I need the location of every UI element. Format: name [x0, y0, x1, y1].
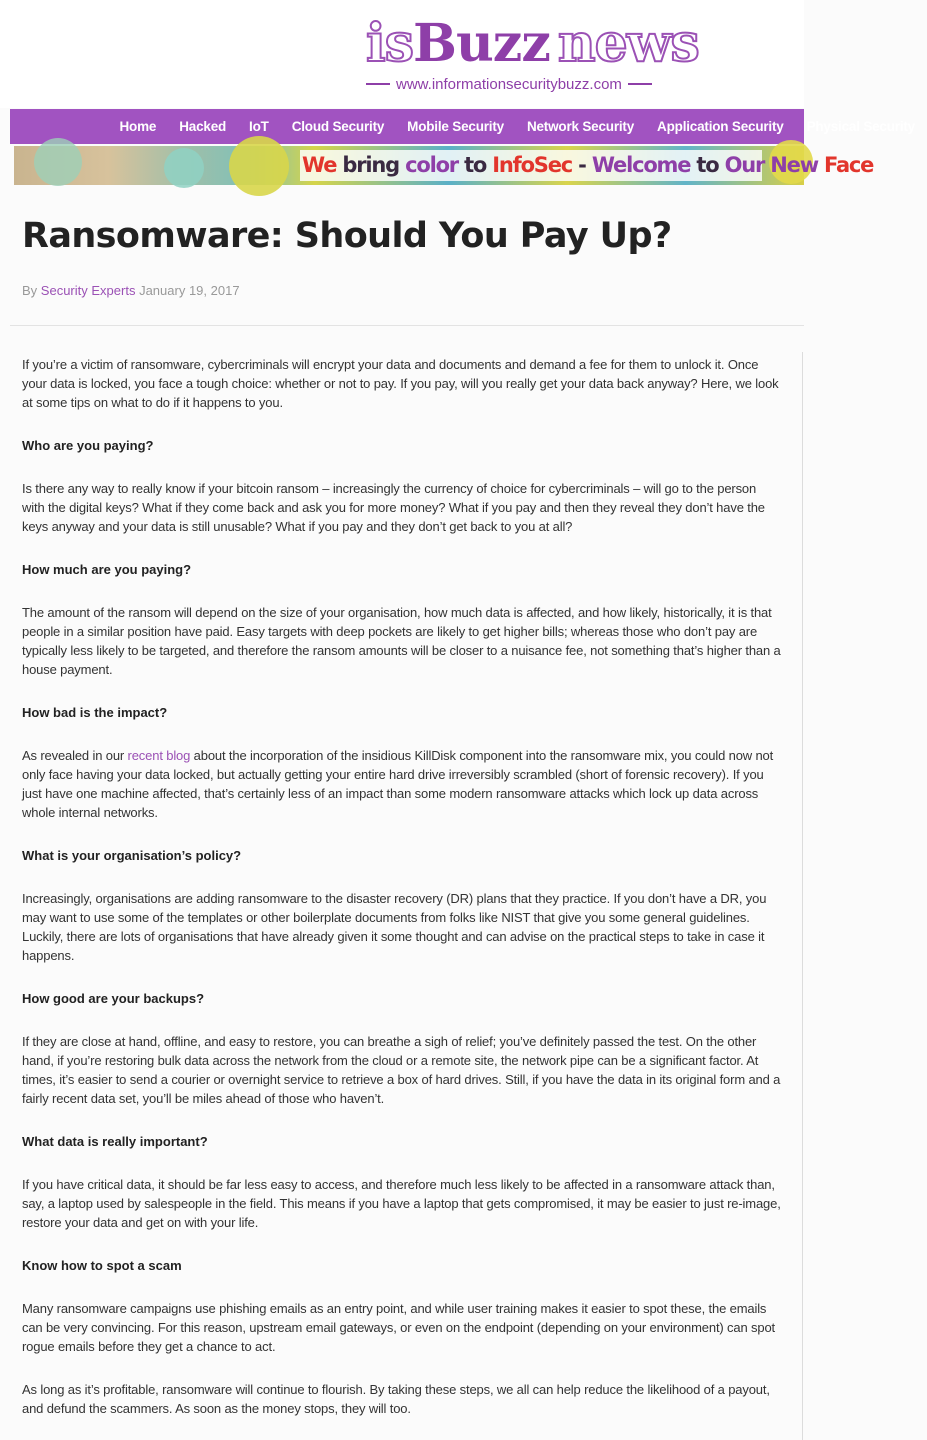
nav-item-application-security[interactable]: Application Security: [657, 119, 784, 134]
article-title: Ransomware: Should You Pay Up?: [22, 216, 672, 256]
banner-word: to: [696, 153, 719, 177]
title-divider: [10, 325, 804, 326]
banner-slogan: [300, 150, 874, 181]
byline: [22, 283, 240, 298]
banner-word: bring: [342, 153, 399, 177]
button-decoration: [34, 138, 82, 186]
banner-word: -: [578, 153, 586, 177]
paragraph: Increasingly, organisations are adding ransomware to the disaster recovery (DR) plans that they practice. If you don’t have a DR, you may want to use some of the templates or other boilerplate documents from folks like NIST that give you some general guidelines. Luckily, there are lots of organisations that have already given it some thought and can advise on the practical steps to take in case it happens.: [22, 891, 767, 963]
nav-item-iot[interactable]: IoT: [249, 119, 269, 134]
logo-line-left: [366, 83, 390, 85]
banner-word: InfoSec: [492, 153, 573, 177]
article-body: [22, 355, 782, 1418]
section-heading: How bad is the impact?: [22, 705, 168, 720]
site-logo[interactable]: [366, 13, 699, 96]
main-nav: [10, 109, 915, 144]
banner-word: Welcome: [591, 153, 691, 177]
banner-word: color: [405, 153, 458, 177]
logo-url: www.informationsecuritybuzz.com: [396, 75, 622, 93]
content-border: [802, 352, 803, 1440]
paragraph-text: As revealed in our: [22, 748, 128, 763]
banner-word: Face: [824, 153, 874, 177]
logo-buzz: Buzz: [413, 13, 550, 74]
site-header: [0, 0, 804, 108]
logo-is: is: [366, 13, 414, 74]
banner-word: We: [302, 153, 337, 177]
logo-news: news: [557, 13, 699, 74]
section-heading: What data is really important?: [22, 1134, 208, 1149]
nav-item-hacked[interactable]: Hacked: [179, 119, 227, 134]
nav-item-home[interactable]: Home: [119, 119, 157, 134]
paragraph: If they are close at hand, offline, and easy to restore, you can breathe a sigh of relief; you’ve definitely passed the test. On the other hand, if you’re restoring bulk data across the network from the cloud or a remote site, the network pipe can be a significant factor. At times, it’s easier to send a courier or overnight service to retrieve a box of hard drives. Still, if you have the data in its original form and a fairly recent data set, you’ll be miles ahead of those who haven’t.: [22, 1034, 781, 1106]
section-heading: What is your organisation’s policy?: [22, 848, 242, 863]
banner-word: Our New: [724, 153, 818, 177]
paragraph: If you’re a victim of ransomware, cybercriminals will encrypt your data and documents and demand a fee for them to unlock it. Once your data is locked, you face a tough choice: whether or not to pay. If you pay, will you really get your data back anyway? Here, we look at some tips on what to do if it happens to you.: [22, 357, 779, 410]
logo-line-right: [628, 83, 652, 85]
promo-banner[interactable]: [14, 146, 874, 185]
nav-item-mobile-security[interactable]: Mobile Security: [407, 119, 504, 134]
paragraph: Is there any way to really know if your bitcoin ransom – increasingly the currency of choice for cybercriminals – will go to the person with the digital keys? What if they come back and ask you for more money? What if you pay and then they reveal they don’t have the keys anyway and your data is still unusable? What if you pay and they don’t get back to you at all?: [22, 481, 765, 534]
button-decoration: [229, 136, 289, 196]
paragraph: As long as it’s profitable, ransomware will continue to flourish. By taking these steps, we all can help reduce the likelihood of a payout, and defund the scammers. As soon as the money stops, they will too.: [22, 1382, 770, 1416]
logo-url-row: [366, 74, 686, 94]
paragraph: [22, 746, 782, 822]
section-heading: How good are your backups?: [22, 991, 205, 1006]
nav-item-physical-security[interactable]: Physical Security: [806, 119, 915, 134]
button-decoration: [164, 148, 204, 188]
author-link[interactable]: Security Experts: [40, 283, 136, 298]
banner-word: to: [464, 153, 487, 177]
byline-prefix: By: [22, 283, 38, 298]
section-heading: How much are you paying?: [22, 562, 192, 577]
logo-wordmark: [366, 14, 699, 74]
nav-item-cloud-security[interactable]: Cloud Security: [291, 119, 385, 134]
paragraph: Many ransomware campaigns use phishing emails as an entry point, and while user training makes it easier to spot these, the emails can be very convincing. For this reason, upstream email gateways, or even on the endpoint (depending on your environment) can spot rogue emails before they get a chance to act.: [22, 1301, 775, 1354]
paragraph: The amount of the ransom will depend on the size of your organisation, how much data is affected, and how likely, historically, it is that people in a similar position have paid. Easy targets with deep pockets are likely to get higher bills; whereas those who don’t pay are typically less likely to be targeted, and therefore the ransom amounts will be closer to a nuisance fee, not something that’s higher than a house payment.: [22, 605, 781, 677]
publish-date: January 19, 2017: [139, 283, 240, 298]
paragraph-text: about the incorporation of the insidious KillDisk component into the ransomware mix, you could now not only face having your data locked, but actually getting your entire hard drive irreversibly scrambled (short of forensic recovery). If you just have one machine affected, that’s certainly less of an impact than some modern ransomware attacks which lock up data across whole internal networks.: [22, 748, 774, 820]
paragraph: If you have critical data, it should be far less easy to access, and therefore much less likely to be affected in a ransomware attack than, say, a laptop used by salespeople in the field. This means if you have a laptop that gets compromised, it may be easier to just re-image, restore your data and get on with your life.: [22, 1177, 781, 1230]
section-heading: Who are you paying?: [22, 438, 154, 453]
nav-item-network-security[interactable]: Network Security: [526, 119, 635, 134]
section-heading: Know how to spot a scam: [22, 1258, 182, 1273]
recent-blog-link[interactable]: recent blog: [127, 748, 191, 763]
